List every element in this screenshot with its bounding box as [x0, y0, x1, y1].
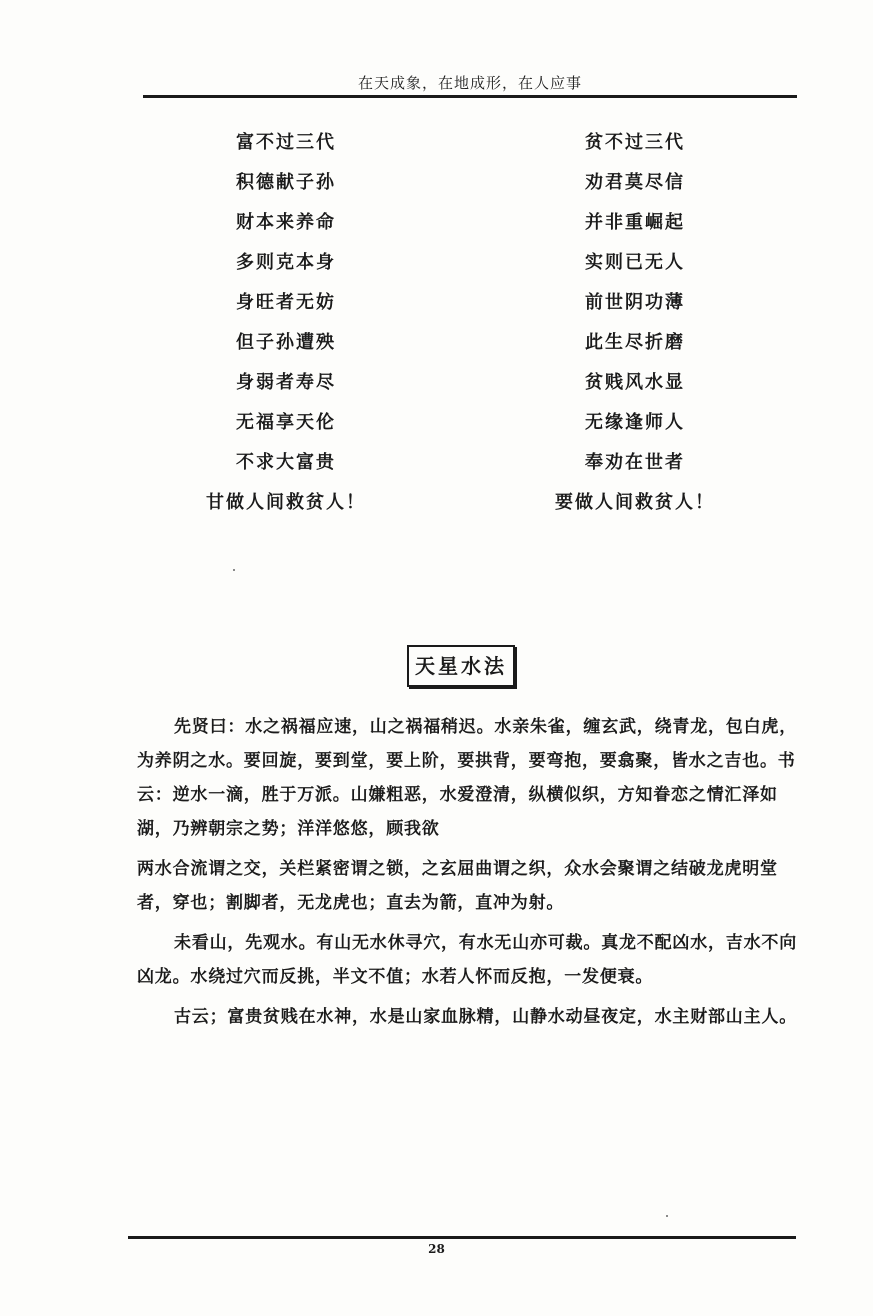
footer-rule: [128, 1236, 796, 1239]
poem-line: 富不过三代: [236, 132, 336, 153]
poem-right-column: [505, 128, 765, 528]
poem-line: 奉劝在世者: [585, 452, 685, 473]
poem-line: 贫不过三代: [585, 132, 685, 153]
poem-line: 多则克本身: [236, 252, 336, 273]
section-body: [137, 710, 803, 1040]
poem-left-column: [156, 128, 416, 528]
poem-line: 并非重崛起: [585, 212, 685, 233]
poem-line: 实则已无人: [585, 252, 685, 273]
body-paragraph: 两水合流谓之交，关栏紧密谓之锁，之玄屈曲谓之织，众水会聚谓之结破龙虎明堂者，穿也；割脚者，无龙虎也；直去为箭，直冲为射。: [137, 859, 778, 913]
poem-line: 财本来养命: [236, 212, 336, 233]
poem-line: 此生尽折磨: [585, 332, 685, 353]
poem-line: 贫贱风水显: [585, 372, 685, 393]
poem-line: 劝君莫尽信: [585, 172, 685, 193]
poem-line: 无缘逢师人: [585, 412, 685, 433]
poem-line: 身旺者无妨: [236, 292, 336, 313]
scan-speck: [233, 569, 235, 571]
body-paragraph: 未看山，先观水。有山无水休寻穴，有水无山亦可裁。真龙不配凶水，吉水不向凶龙。水绕过穴而反挑，半文不值；水若人怀而反抱，一发便衰。: [137, 933, 797, 987]
poem-line: 不求大富贵: [236, 452, 336, 473]
poem-line: 甘做人间救贫人！: [206, 492, 366, 513]
running-title: 在天成象，在地成形，在人应事: [357, 74, 582, 92]
poem-line: 要做人间救贫人！: [555, 492, 715, 513]
poem-line: 身弱者寿尽: [236, 372, 336, 393]
body-paragraph: 古云；富贵贫贱在水神，水是山家血脉精，山静水动昼夜定，水主财部山主人。: [174, 1007, 797, 1027]
poem-line: 无福享天伦: [236, 412, 336, 433]
poem-line: 但子孙遭殃: [236, 332, 336, 353]
scan-speck: [666, 1215, 668, 1217]
poem-line: 前世阴功薄: [585, 292, 685, 313]
poem-line: 积德献子孙: [236, 172, 336, 193]
body-paragraph: 先贤曰：水之祸福应速，山之祸福稍迟。水亲朱雀，缠玄武，绕青龙，包白虎，为养阴之水。要回旋，要到堂，要上阶，要拱背，要弯抱，要翕聚，皆水之吉也。书云：逆水一滴，胜于万派。山嫌粗恶，水爱澄清，纵横似织，方知眷恋之情汇泽如湖，乃辨朝宗之势；洋洋悠悠，顾我欲: [137, 717, 797, 839]
page-number: 28: [428, 1242, 445, 1256]
section-title: 天星水法: [407, 645, 515, 687]
header-rule: [143, 95, 797, 98]
